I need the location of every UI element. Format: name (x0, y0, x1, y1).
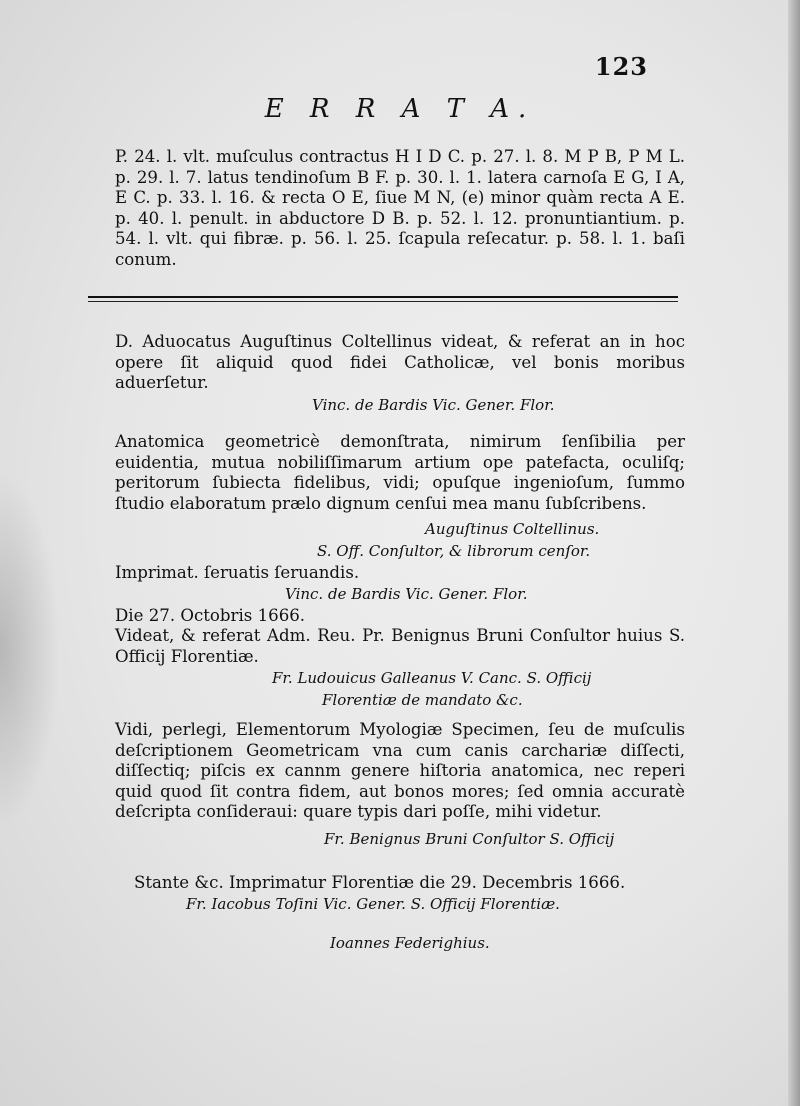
errata-list: P. 24. l. vlt. muſculus contractus H I D C. p. 27. l. 8. M P B, P M L. p. 29. l. 7. latus tendinoſum B F. p. 30. l. 1. latera carnoſa E G, I A, E C. p. 33. l. 16. & recta O E, ſiue M N, (e) minor quàm recta A E. p. 40. l. penult. in abductore D B. p. 52. l. 12. pronuntiantium. p. 54. l. vlt. qui fibræ. p. 56. l. 25. ſcapula reſecatur. p. 58. l. 1. baſi conum. (115, 147, 685, 269)
page-stain (0, 470, 60, 830)
signature-coltellinus: Auguſtinus Coltellinus. (425, 520, 600, 538)
censor-request-text: D. Aduocatus Auguſtinus Coltellinus videat, & referat an in hoc opere ſit aliquid quod fidei Catholicæ, vel bonis moribus aduerſetur. (115, 332, 685, 392)
signature-tosini: Fr. Iacobus Toſini Vic. Gener. S. Officij Florentiæ. (186, 895, 560, 913)
signature-galleanus: Fr. Ludouicus Galleanus V. Canc. S. Officij (272, 669, 592, 687)
divider-rule-thin (88, 301, 678, 302)
page-title: E R R A T A. (264, 94, 536, 124)
signature-galleanus-mandate: Florentiæ de mandato &c. (322, 691, 523, 709)
signature-bruni: Fr. Benignus Bruni Conſultor S. Officij (324, 830, 615, 848)
imprimat-line: Imprimat. ſeruatis ſeruandis. (115, 563, 360, 582)
date-line: Die 27. Octobris 1666. (115, 606, 306, 625)
imprimatur-line: Stante &c. Imprimatur Florentiæ die 29. Decembris 1666. (134, 873, 626, 892)
signature-vicar-1: Vinc. de Bardis Vic. Gener. Flor. (312, 396, 555, 414)
signature-vicar-2: Vinc. de Bardis Vic. Gener. Flor. (285, 585, 528, 603)
censor-request-paragraph (115, 332, 685, 394)
censor-approval-paragraph (115, 432, 685, 514)
page-number: 123 (594, 52, 648, 81)
divider-rule (88, 296, 678, 298)
bruni-approval-paragraph (115, 720, 685, 823)
referral-line: Videat, & referat Adm. Reu. Pr. Benignus Bruni Conſultor huius S. Officij Florentiæ. (115, 626, 685, 666)
signature-coltellinus-title: S. Off. Conſultor, & librorum cenſor. (317, 542, 591, 560)
censor-approval-text: Anatomica geometricè demonſtrata, nimirum ſenſibilia per euidentia, mutua nobiliſſimarum artium ope patefacta, oculiſq; peritorum ſubiecta fidelibus, vidi; opuſque ingenioſum, ſummo ſtudio elaboratum prælo dignum cenſui mea manu ſubſcribens. (115, 432, 685, 513)
bruni-approval-text: Vidi, perlegi, Elementorum Myologiæ Specimen, ſeu de muſculis deſcriptionem Geometricam vna cum canis carchariæ diſſecti, diſſectiq; piſcis ex cannm genere hiſtoria anatomica, nec reperi quid quod ſit contra fidem, aut bonos mores; ſed omnia accuratè deſcripta conſideraui: quare typis dari poſſe, mihi videtur. (115, 720, 685, 821)
page-edge (788, 0, 800, 1106)
signature-federighius: Ioannes Federighius. (330, 934, 490, 952)
